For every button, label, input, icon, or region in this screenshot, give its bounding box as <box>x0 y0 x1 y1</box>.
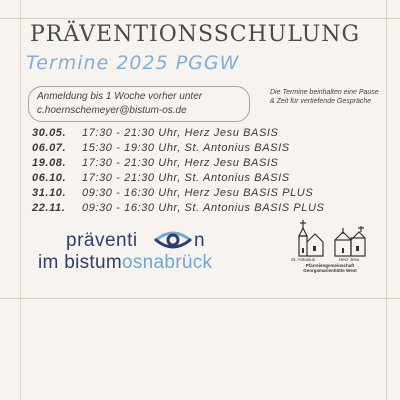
appointment-row <box>32 126 324 141</box>
appointment-date: 06.07. <box>32 142 67 154</box>
appointment-row <box>32 141 324 156</box>
appointment-details: 15:30 - 19:30 Uhr, St. Antonius BASIS <box>82 142 290 154</box>
info-note: Die Termine beinhalten eine Pause & Zeit für vertiefende Gespräche <box>270 89 379 105</box>
logo-wordmark-top: präventi <box>66 230 138 251</box>
appointment-date: 06.10. <box>32 172 67 184</box>
grid-line <box>386 0 387 400</box>
registration-email[interactable]: c.hoernschemeyer@bistum-os.de <box>37 105 187 116</box>
parish-caption: Pfarreiengemeinschaft <box>305 263 355 268</box>
grid-line <box>20 0 21 400</box>
page-title: PRÄVENTIONSSCHULUNG <box>30 22 361 47</box>
appointment-date: 19.08. <box>32 157 67 169</box>
appointment-date: 30.05. <box>32 127 67 139</box>
registration-text: Anmeldung bis 1 Woche vorher unter <box>37 91 203 102</box>
appointment-details: 09:30 - 16:30 Uhr, Herz Jesu BASIS PLUS <box>82 187 314 199</box>
registration-box <box>28 86 250 122</box>
parish-logo <box>285 218 375 288</box>
appointment-row <box>32 156 324 171</box>
logo-word-osnabrueck: osnabrück <box>122 252 213 273</box>
appointment-list <box>32 126 324 216</box>
appointment-details: 09:30 - 16:30 Uhr, St. Antonius BASIS PLUS <box>82 202 325 214</box>
church-label-left: St. Antonius <box>291 257 316 262</box>
parish-caption: Georgsmarienhütte West <box>303 268 357 273</box>
appointment-date: 22.11. <box>32 202 66 214</box>
church-label-right: Herz Jesu <box>339 257 360 262</box>
appointment-row <box>32 201 324 216</box>
logo-wordmark-bottom <box>38 252 212 274</box>
logo-wordmark-letter: n <box>194 230 205 251</box>
appointment-details: 17:30 - 21:30 Uhr, Herz Jesu BASIS <box>82 157 279 169</box>
page-subtitle: Termine 2025 PGGW <box>26 52 240 74</box>
logo-word-bistum: im bistum <box>38 252 122 273</box>
eye-icon <box>154 228 192 252</box>
appointment-row <box>32 171 324 186</box>
appointment-details: 17:30 - 21:30 Uhr, Herz Jesu BASIS <box>82 127 279 139</box>
appointment-row <box>32 186 324 201</box>
appointment-date: 31.10. <box>32 187 67 199</box>
grid-line <box>0 18 400 19</box>
grid-line <box>0 298 400 299</box>
appointment-details: 17:30 - 21:30 Uhr, St. Antonius BASIS <box>82 172 290 184</box>
praevention-logo <box>38 228 238 278</box>
